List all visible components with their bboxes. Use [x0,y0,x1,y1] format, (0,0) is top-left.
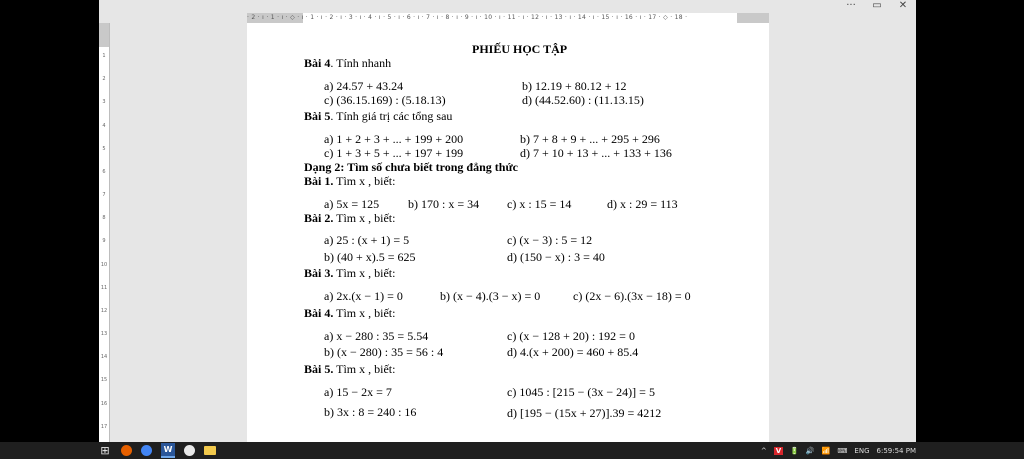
heading-label: Bài 5 [304,109,331,123]
section-heading [304,174,395,188]
vruler-tick: 12 [100,307,108,314]
vruler-tick: 6 [102,168,106,175]
vruler-tick: 13 [100,331,108,338]
exercise-item: b) (40 + x).5 = 625 [324,250,416,264]
clock[interactable]: 6:59:54 PM [876,446,916,455]
chrome-icon[interactable] [141,445,152,456]
exercise-item: a) 5x = 125 [324,197,380,211]
exercise-item: c) x : 15 = 14 [507,197,572,211]
system-tray [761,442,916,459]
taskbar [0,442,1024,459]
vruler-tick: 7 [102,192,106,199]
exercise-item: c) 1045 : [215 − (3x − 24)] = 5 [507,385,655,399]
heading-text: Tìm x , biết: [333,211,396,225]
exercise-item: d) [195 − (15x + 27)].39 = 4212 [507,406,662,420]
exercise-item: c) (x − 128 + 20) : 192 = 0 [507,329,635,343]
exercise-item: c) (36.15.169) : (5.18.13) [324,93,446,107]
heading-text: Tìm x , biết: [333,174,396,188]
vruler-top-margin [99,23,109,47]
exercise-item: a) 2x.(x − 1) = 0 [324,289,403,303]
exercise-item: b) 12.19 + 80.12 + 12 [522,79,627,93]
heading-label: Bài 1. [304,174,334,188]
exercise-item: c) 1 + 3 + 5 + ... + 197 + 199 [324,146,464,160]
tray-chevron-icon[interactable]: ^ [760,446,767,455]
vruler-tick: 3 [102,99,106,106]
heading-label: Bài 5. [304,362,334,376]
ribbon-display-icon[interactable]: ▭ [872,0,882,11]
section-heading [304,306,395,320]
window-controls [844,0,910,12]
ruler-ticks: · 2 · ı · 1 · ı · ◇ · ı · 1 · ı · 2 · ı · 3 · ı · 4 · ı · 5 · ı · 6 · ı · 7 · ı · 8 · ı · 9 · ı · 10 · ı · 11 · ı · 12 · ı · 13 · ı · 14 · ı · 15 · ı · 16 · ı · 17 · ◇ · 18 · [247,14,688,21]
section-heading [304,211,395,225]
vietkey-icon[interactable]: V [775,446,782,455]
page-title: PHIẾU HỌC TẬP [472,42,568,56]
section-heading [304,362,395,376]
battery-icon[interactable]: 🔋 [790,446,799,455]
vruler-tick: 14 [100,354,108,361]
vruler-tick: 16 [100,400,108,407]
heading-label: Bài 4. [304,306,334,320]
wifi-icon[interactable]: 📶 [821,446,831,455]
word-window [99,0,916,442]
right-black-border [916,0,1024,442]
heading-text: . Tính giá trị các tổng sau [330,109,453,123]
close-icon[interactable]: ✕ [898,0,908,11]
word-icon[interactable]: W [161,443,175,458]
more-options-icon[interactable]: ··· [846,0,856,11]
document-page[interactable] [247,23,769,442]
exercise-item: a) 24.57 + 43.24 [324,79,404,93]
left-black-border [0,0,99,442]
volume-icon[interactable]: 🔊 [805,446,815,455]
exercise-item: a) 15 − 2x = 7 [324,385,392,399]
exercise-item: b) (x − 4).(3 − x) = 0 [440,289,541,303]
heading-label: Bài 2. [304,211,334,225]
heading-text: Tìm x , biết: [333,306,396,320]
heading-text: Tìm x , biết: [333,362,396,376]
vertical-ruler[interactable] [99,23,110,442]
exercise-item: b) 3x : 8 = 240 : 16 [324,405,417,419]
section-heading [304,266,395,280]
vruler-tick: 15 [100,377,108,384]
keyboard-icon[interactable]: ⌨ [837,446,848,455]
exercise-item: a) x − 280 : 35 = 5.54 [324,329,429,343]
vruler-tick: 1 [102,53,106,59]
exercise-item: a) 25 : (x + 1) = 5 [324,233,410,247]
vruler-tick: 5 [102,145,106,152]
exercise-item: b) 170 : x = 34 [408,197,480,211]
heading-label: Bài 4 [304,56,331,70]
heading-label: Bài 3. [304,266,334,280]
exercise-item: a) 1 + 2 + 3 + ... + 199 + 200 [324,132,464,146]
exercise-item: d) 7 + 10 + 13 + ... + 133 + 136 [520,146,672,160]
exercise-item: d) x : 29 = 113 [607,197,678,211]
firefox-icon[interactable] [121,445,132,456]
exercise-item: b) 7 + 8 + 9 + ... + 295 + 296 [520,132,660,146]
vruler-tick: 10 [100,261,108,268]
language-indicator[interactable]: ENG [854,446,870,455]
windows-start-icon[interactable]: ⊞ [100,444,110,457]
taskbar-apps [98,442,216,459]
vruler-tick: 8 [102,215,106,222]
heading-text: Tìm x , biết: [333,266,396,280]
vruler-tick: 9 [102,238,106,245]
file-explorer-icon[interactable] [204,446,216,455]
section-heading [304,56,391,70]
exercise-item: b) (x − 280) : 35 = 56 : 4 [324,345,444,359]
chat-app-icon[interactable] [184,445,195,456]
exercise-item: d) (44.52.60) : (11.13.15) [522,93,644,107]
exercise-item: d) (150 − x) : 3 = 40 [507,250,605,264]
section-heading [304,109,452,123]
vruler-tick: 4 [102,122,106,129]
vruler-tick: 17 [100,423,108,430]
heading-text: . Tính nhanh [330,56,392,70]
exercise-item: c) (x − 3) : 5 = 12 [507,233,593,247]
vruler-ticks [99,53,109,442]
exercise-item: d) 4.(x + 200) = 460 + 85.4 [507,345,639,359]
exercise-item: c) (2x − 6).(3x − 18) = 0 [573,289,691,303]
vruler-tick: 11 [100,284,108,291]
vruler-tick: 2 [102,76,106,83]
section-heading: Dạng 2: Tìm số chưa biết trong đẳng thức [304,160,518,174]
